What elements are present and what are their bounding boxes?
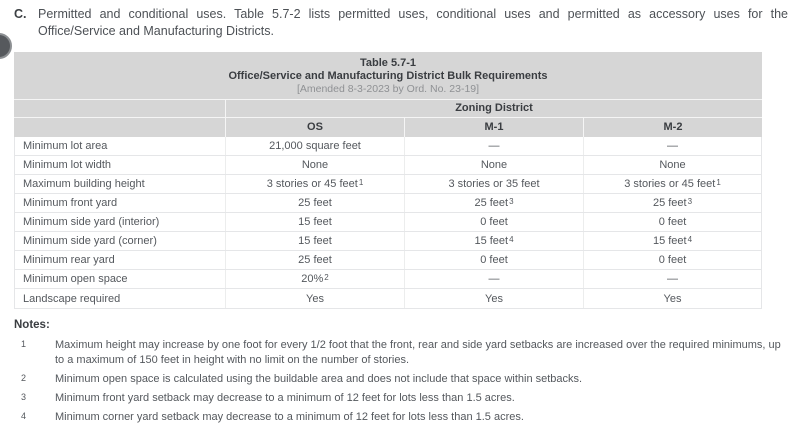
row-value: Yes xyxy=(404,289,583,308)
intro-line1: Permitted and conditional uses. Table 5.7-2 lists permitted uses, conditional uses and permitted as accessory uses for the xyxy=(38,7,788,21)
column-header-m-2: M-2 xyxy=(583,118,762,137)
row-label: Landscape required xyxy=(23,292,121,305)
row-label: Minimum lot area xyxy=(23,140,108,152)
row-value: Yes xyxy=(225,289,404,308)
row-label: Minimum lot width xyxy=(23,159,112,171)
empty-header-cell xyxy=(14,100,225,117)
row-value: — xyxy=(404,137,583,155)
table-title: Table 5.7-1 xyxy=(359,57,417,69)
note-text: Maximum height may increase by one foot for every 1/2 foot that the front, rear and side yard setbacks are increased over the required minimums, up to a maximum of 150 feet in height with no limit on the number of stories. xyxy=(55,339,781,366)
notes-section xyxy=(14,319,792,429)
row-value: 15 feet $^4$ xyxy=(583,232,761,250)
row-value: 21,000 square feet xyxy=(225,137,404,155)
table-row xyxy=(15,137,761,156)
section-label: C. xyxy=(14,7,27,21)
row-value: 15 feet $^4$ xyxy=(404,232,583,250)
table-row xyxy=(15,213,761,232)
table-amendment-note: [Amended 8-3-2023 by Ord. No. 23-19] xyxy=(296,83,480,95)
table-row xyxy=(15,232,761,251)
row-label: Minimum open space xyxy=(23,273,128,285)
zoning-district-group-header: Zoning District xyxy=(225,100,762,117)
zoning-district-group-row xyxy=(14,99,762,117)
table-row xyxy=(15,270,761,289)
note-text: Minimum open space is calculated using the buildable area and does not include that space within setbacks. xyxy=(55,373,583,385)
row-value: Yes xyxy=(583,289,761,308)
row-label: Minimum side yard (corner) xyxy=(23,235,157,247)
table-body xyxy=(14,137,762,309)
note-text: Minimum corner yard setback may decrease to a minimum of 12 feet for lots less than 1.5 acres. xyxy=(55,411,524,423)
row-value: 15 feet xyxy=(225,213,404,231)
row-value: — xyxy=(404,270,583,288)
row-value: 15 feet xyxy=(225,232,404,250)
note-item xyxy=(14,391,792,406)
note-marker: 3 xyxy=(21,392,27,402)
row-value: — xyxy=(583,270,761,288)
bulk-requirements-table xyxy=(14,52,762,309)
row-value: 0 feet xyxy=(583,213,761,231)
row-value: None xyxy=(404,156,583,174)
row-value: 20% $^2$ xyxy=(225,270,404,288)
table-row xyxy=(15,175,761,194)
note-text: Minimum front yard setback may decrease to a minimum of 12 feet for lots less than 1.5 acres. xyxy=(55,392,515,404)
row-value: — xyxy=(583,137,761,155)
row-value: 0 feet xyxy=(404,251,583,269)
row-value: 25 feet $^3$ xyxy=(583,194,761,212)
row-label: Minimum front yard xyxy=(23,197,118,209)
row-label: Minimum side yard (interior) xyxy=(23,216,160,228)
row-value: 0 feet xyxy=(583,251,761,269)
row-label: Minimum rear yard xyxy=(23,254,115,266)
note-item xyxy=(14,410,792,425)
row-value: 25 feet xyxy=(225,194,404,212)
column-header-os: OS xyxy=(225,118,404,137)
note-item xyxy=(14,372,792,387)
row-label: Maximum building height xyxy=(23,178,145,190)
row-value: 3 stories or 35 feet xyxy=(404,175,583,193)
row-value: None xyxy=(583,156,761,174)
note-marker: 2 xyxy=(21,373,27,383)
table-row xyxy=(15,251,761,270)
row-value: 3 stories or 45 feet $^1$ xyxy=(583,175,761,193)
side-handle-button[interactable] xyxy=(0,33,12,59)
row-value: 25 feet xyxy=(225,251,404,269)
note-marker: 4 xyxy=(21,411,27,421)
row-value: 0 feet xyxy=(404,213,583,231)
note-item xyxy=(14,338,792,368)
row-value: 3 stories or 45 feet $^1$ xyxy=(225,175,404,193)
intro-line2: Office/Service and Manufacturing Districts. xyxy=(38,24,274,38)
table-row xyxy=(15,289,761,308)
notes-list xyxy=(14,338,792,425)
notes-heading: Notes: xyxy=(14,319,50,331)
row-value: None xyxy=(225,156,404,174)
intro-paragraph xyxy=(14,6,788,40)
table-row xyxy=(15,156,761,175)
table-subtitle: Office/Service and Manufacturing District Bulk Requirements xyxy=(228,70,548,82)
note-marker: 1 xyxy=(21,339,27,349)
table-row xyxy=(15,194,761,213)
empty-header-cell xyxy=(14,118,225,137)
column-header-m-1: M-1 xyxy=(404,118,583,137)
row-value: 25 feet $^3$ xyxy=(404,194,583,212)
table-header xyxy=(14,52,762,137)
column-headers-row xyxy=(14,117,762,137)
